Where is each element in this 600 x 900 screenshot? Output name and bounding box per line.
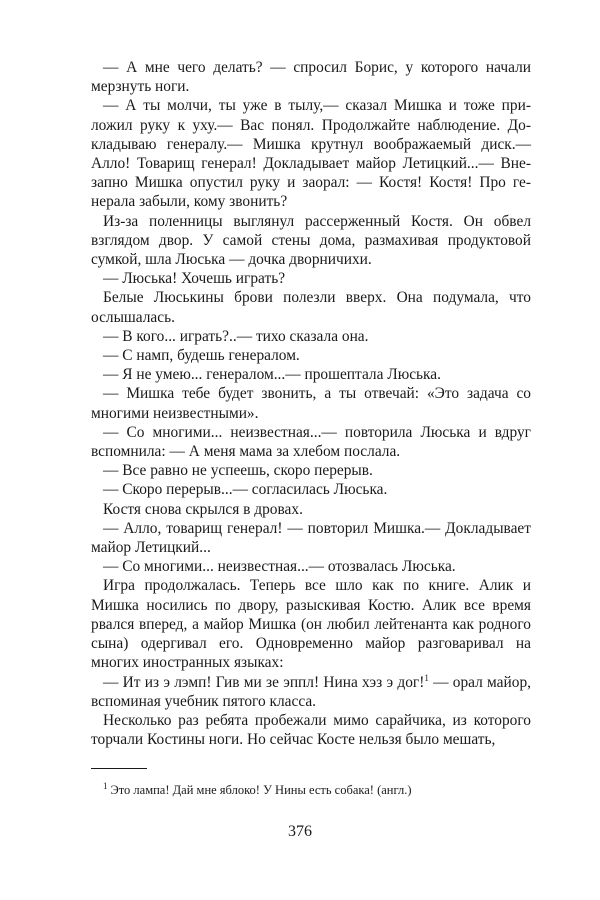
paragraph-15: — Со многими... неизвестная...— отозвалась Люська. <box>103 558 456 576</box>
paragraph-1: — А мне чего делать? — спросил Борис, у которого начали мерзнуть ноги. <box>91 59 531 96</box>
paragraph-17-continuation: — орал майор, вспоминая учебник пятого класса. <box>91 673 531 710</box>
page-number: 376 <box>288 823 312 840</box>
paragraph-12: — Скоро перерыв...— согласилась Люська. <box>103 481 388 499</box>
footnote <box>103 780 531 798</box>
footnote-text: Это лампа! Дай мне яблоко! У Нины есть собака! (англ.) <box>110 783 412 797</box>
page-body <box>91 58 531 749</box>
paragraph-3: Из-за поленницы выглянул рассерженный Костя. Он обвел взглядом двор. У самой стены дома, размахивая продуктовой сумкой, шла Люська — дочка дворничихи. <box>91 212 531 269</box>
paragraph-8: — Я не умею... генералом...— прошептала Люська. <box>103 366 441 384</box>
paragraph-17 <box>91 673 531 711</box>
paragraph-11: — Все равно не успеешь, скоро перерыв. <box>103 462 373 480</box>
english-phrases: — Ит из э лэмп! Гив ми зе эппл! Нина хэз э дог! <box>103 673 425 691</box>
paragraph-4: — Люська! Хочешь играть? <box>103 270 286 288</box>
paragraph-6: — В кого... играть?..— тихо сказала она. <box>103 327 369 345</box>
paragraph-13: Костя снова скрылся в дровах. <box>103 500 303 518</box>
paragraph-10: — Со многими... неизвестная...— повторила Люська и вдруг вспомнила: — А меня мама за хлебом послала. <box>91 423 531 461</box>
footnote-divider <box>91 768 147 769</box>
paragraph-2: — А ты молчи, ты уже в тылу,— сказал Мишка и тоже приложил руку к уху.— Вас понял. Продолжайте наблюдение. Докладываю генералу.— Мишка крутнул воображаемый диск.— Алло! Товарищ генерал! Докладывает майор Летицкий...— Внезапно Мишка опустил руку и заорал: — Костя! Костя! Про генерала забыли, кому звонить? <box>91 97 531 211</box>
paragraph-16: Игра продолжалась. Теперь все шло как по книге. Алик и Мишка носились по двору, разыскивая Костю. Алик все время рвался вперед, а майор Мишка (он любил лейтенанта как родного сына) одергивал его. Одновременно майор разговаривал на многих иностранных языках: <box>91 577 531 672</box>
footnote-reference: 1 <box>424 672 429 683</box>
paragraph-18: Несколько раз ребята пробежали мимо сарайчика, из которого торчали Костины ноги. Но сейчас Косте нельзя было мешать, <box>91 711 531 749</box>
paragraph-5: Белые Люськины брови полезли вверх. Она подумала, что ослышалась. <box>91 289 531 326</box>
paragraph-14: — Алло, товарищ генерал! — повторил Мишка.— Докладывает майор Летицкий... <box>91 519 531 557</box>
paragraph-7: — С намп, будешь генералом. <box>103 347 300 365</box>
footnote-mark: 1 <box>103 780 108 791</box>
paragraph-9: — Мишка тебе будет звонить, а ты отвечай: «Это задача со многими неизвестными». <box>91 385 531 422</box>
